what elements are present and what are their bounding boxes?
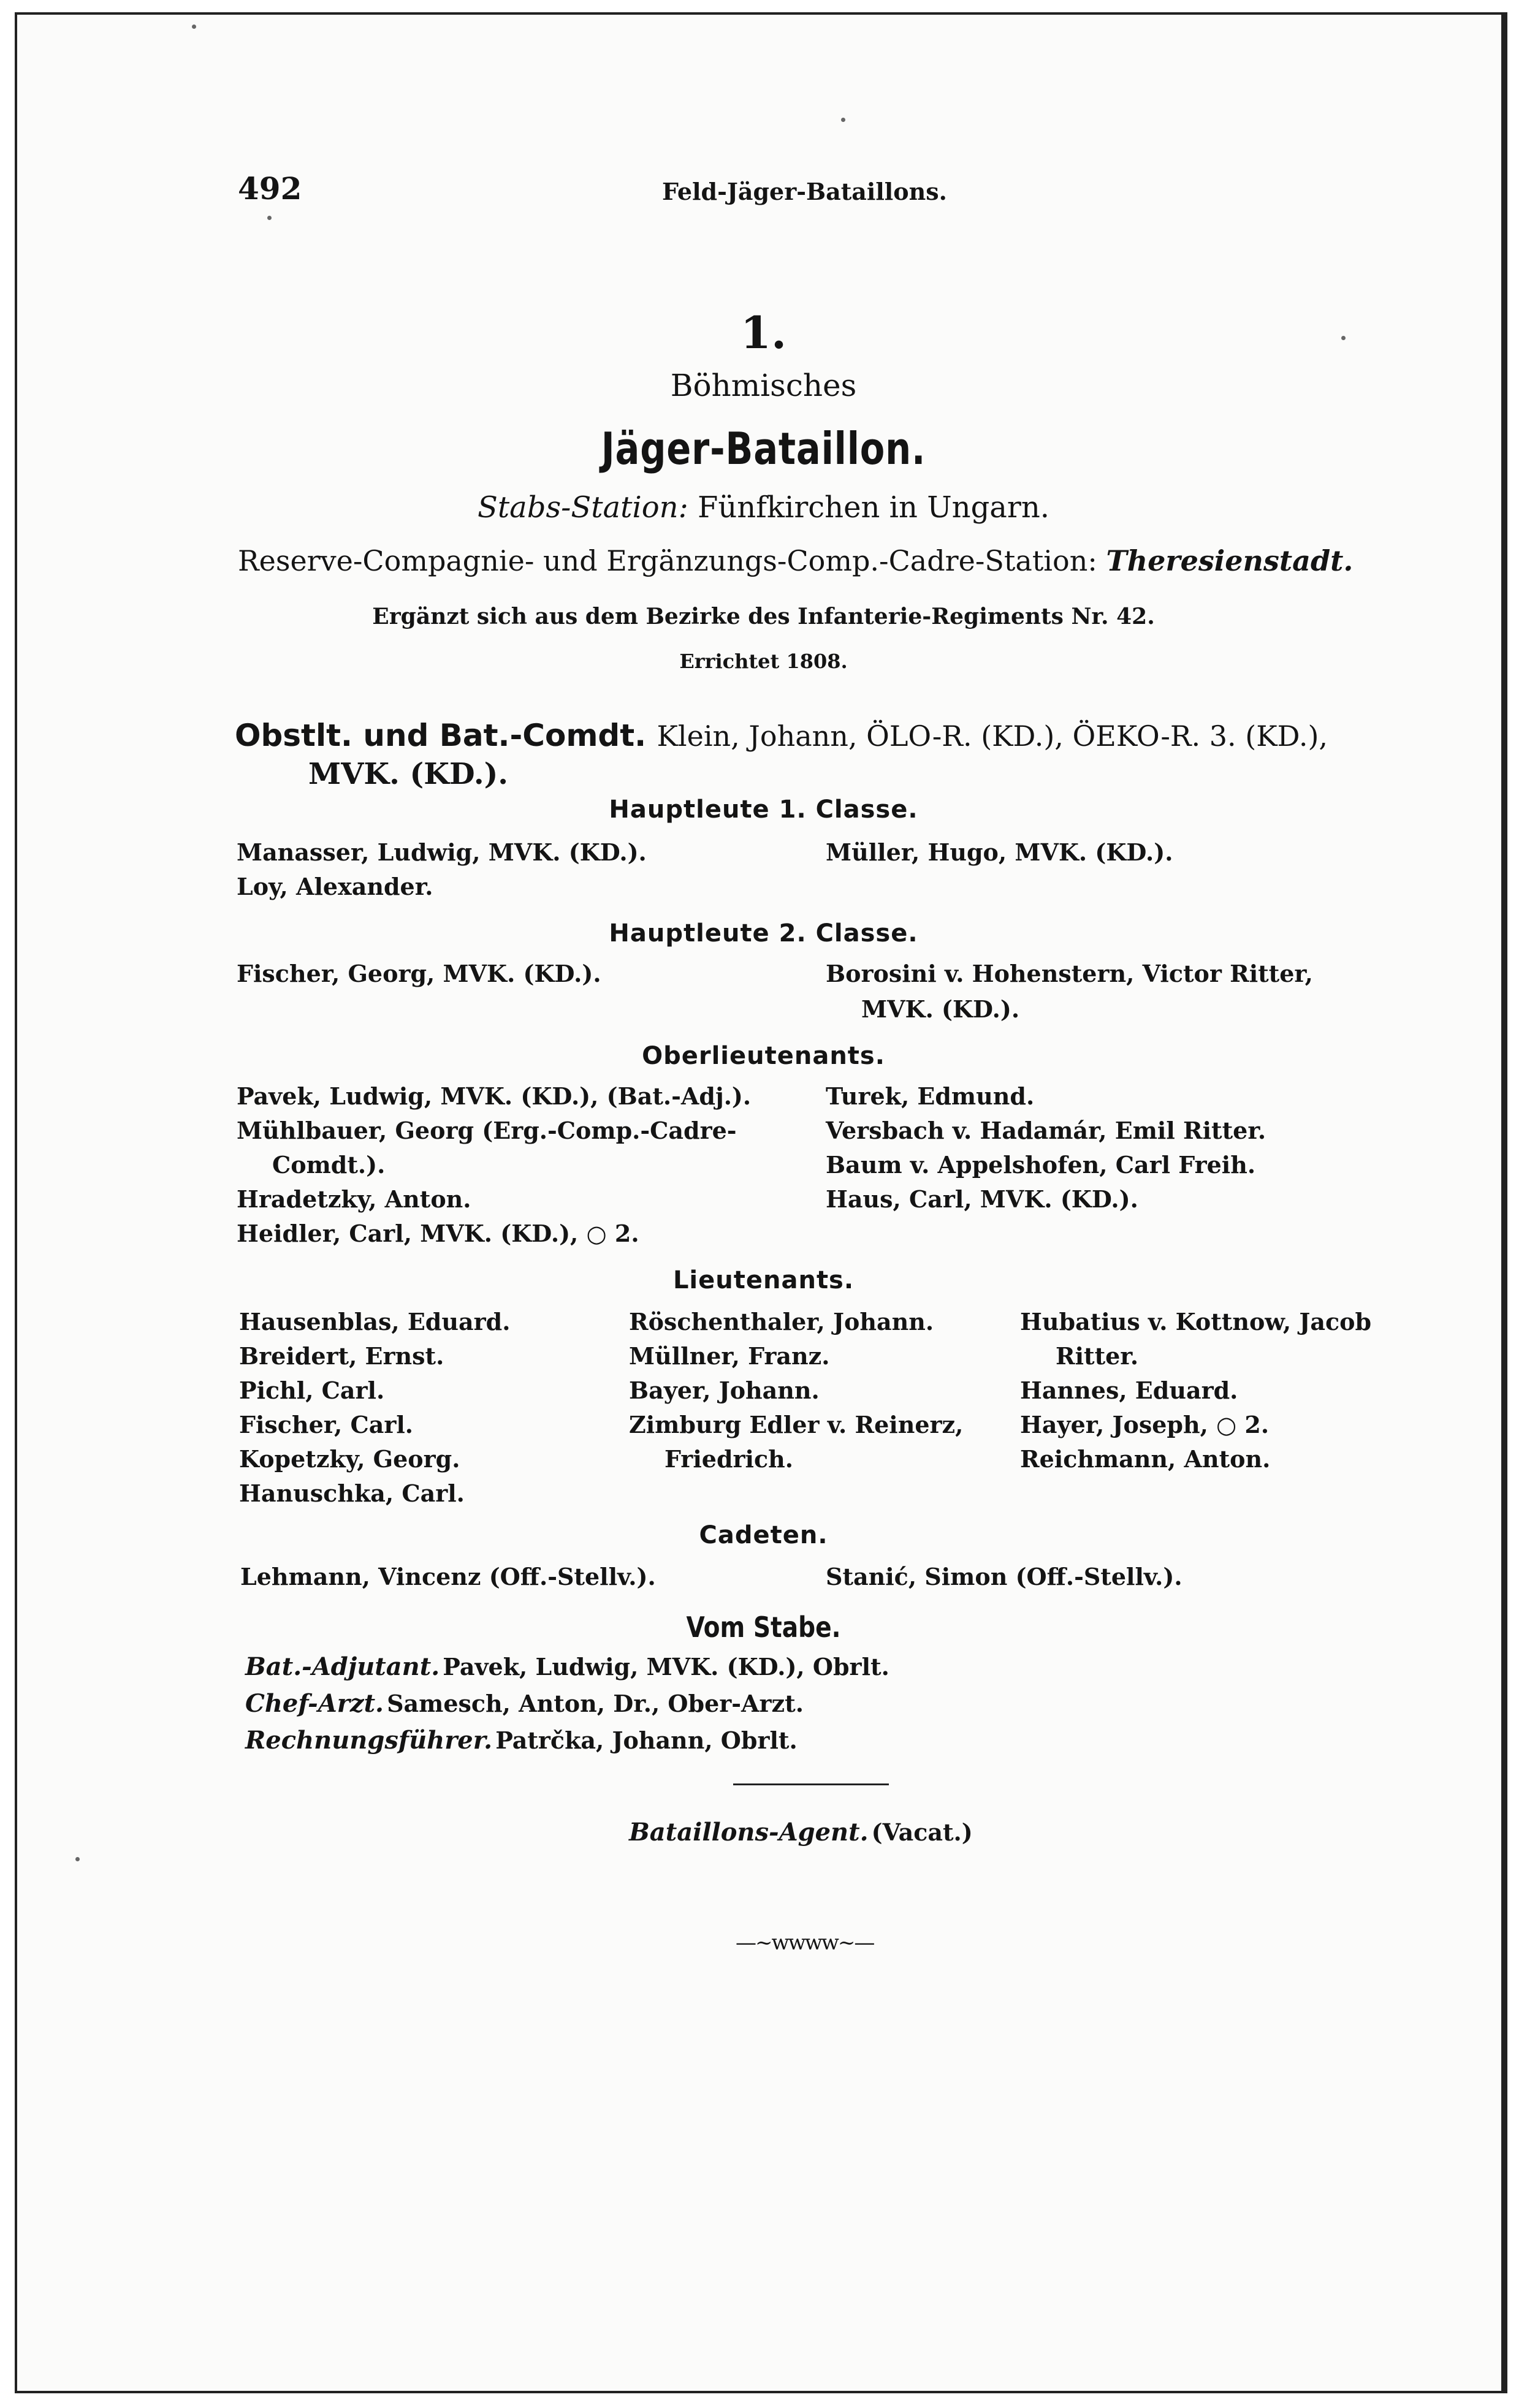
list-item: Pichl, Carl. — [239, 1377, 385, 1404]
staff-label: Rechnungsführer. — [245, 1726, 493, 1755]
list-item: Hausenblas, Eduard. — [239, 1308, 511, 1335]
agent-label: Bataillons-Agent. — [629, 1818, 869, 1847]
list-item: Baum v. Appelshofen, Carl Freih. — [826, 1151, 1256, 1179]
agent-value: (Vacat.) — [871, 1818, 973, 1846]
list-item: Fischer, Georg, MVK. (KD.). — [237, 960, 601, 987]
list-item: Bayer, Johann. — [629, 1377, 820, 1404]
list-item: Borosini v. Hohenstern, Victor Ritter, — [826, 960, 1313, 987]
speck — [192, 25, 196, 29]
list-item: Lehmann, Vincenz (Off.-Stellv.). — [240, 1563, 656, 1590]
bataillons-agent — [629, 1818, 973, 1847]
stabs-station — [0, 490, 1527, 525]
stabs-station-label: Stabs-Station: — [477, 490, 688, 525]
page-number: 492 — [238, 170, 302, 207]
list-item: Kopetzky, Georg. — [239, 1445, 460, 1473]
heading-lieutenants: Lieutenants. — [672, 1266, 855, 1294]
battalion-number: 1. — [740, 306, 787, 359]
reserve-station-label: Reserve-Compagnie- und Ergänzungs-Comp.-Cadre-Station: — [238, 544, 1097, 577]
staff-label: Chef-Arzt. — [245, 1689, 384, 1718]
list-item: Ritter. — [1056, 1342, 1139, 1370]
staff-value: Samesch, Anton, Dr., Ober-Arzt. — [387, 1690, 804, 1717]
list-item: Loy, Alexander. — [237, 873, 433, 900]
list-item: Heidler, Carl, MVK. (KD.), ○ 2. — [237, 1220, 639, 1247]
list-item: Manasser, Ludwig, MVK. (KD.). — [237, 838, 647, 866]
battalion-name: Jäger-Bataillon. — [601, 423, 926, 474]
commander-line2: MVK. (KD.). — [308, 757, 508, 791]
commander-title: Obstlt. und Bat.-Comdt. — [235, 718, 647, 753]
heading-vom-stabe: Vom Stabe. — [686, 1611, 841, 1644]
stabs-station-value: Fünfkirchen in Ungarn. — [698, 490, 1050, 525]
speck — [75, 1857, 80, 1861]
speck — [841, 118, 845, 122]
speck — [267, 216, 272, 220]
heading-cadeten: Cadeten. — [699, 1521, 828, 1549]
battalion-region: Böhmisches — [670, 368, 857, 403]
staff-value: Pavek, Ludwig, MVK. (KD.), Obrlt. — [443, 1653, 889, 1681]
running-title: Feld-Jäger-Bataillons. — [662, 178, 947, 205]
staff-entry-chef-arzt — [245, 1689, 804, 1718]
staff-value: Patrčka, Johann, Obrlt. — [495, 1726, 798, 1754]
list-item: Röschenthaler, Johann. — [629, 1308, 934, 1335]
list-item: Haus, Carl, MVK. (KD.). — [826, 1185, 1138, 1213]
list-item: Hayer, Joseph, ○ 2. — [1020, 1411, 1270, 1438]
list-item: Turek, Edmund. — [826, 1082, 1035, 1110]
reserve-station — [238, 544, 1353, 577]
ornament: —~wwww~— — [736, 1931, 874, 1955]
divider-rule — [733, 1783, 889, 1785]
heading-hauptleute-1: Hauptleute 1. Classe. — [609, 796, 918, 824]
list-item: Friedrich. — [664, 1445, 793, 1473]
errichtet-note: Errichtet 1808. — [679, 650, 848, 673]
list-item: MVK. (KD.). — [861, 995, 1020, 1023]
list-item: Hannes, Eduard. — [1020, 1377, 1238, 1404]
list-item: Fischer, Carl. — [239, 1411, 414, 1438]
list-item: Müllner, Franz. — [629, 1342, 830, 1370]
staff-entry-rechnungsfuehrer — [245, 1726, 798, 1755]
list-item: Comdt.). — [272, 1151, 386, 1179]
list-item: Mühlbauer, Georg (Erg.-Comp.-Cadre- — [237, 1117, 737, 1144]
list-item: Zimburg Edler v. Reinerz, — [629, 1411, 964, 1438]
reserve-station-value: Theresienstadt. — [1106, 544, 1354, 577]
heading-oberlieutenants: Oberlieutenants. — [642, 1042, 885, 1070]
list-item: Hubatius v. Kottnow, Jacob — [1020, 1308, 1372, 1335]
list-item: Versbach v. Hadamár, Emil Ritter. — [826, 1117, 1266, 1144]
list-item: Stanić, Simon (Off.-Stellv.). — [826, 1563, 1182, 1590]
list-item: Müller, Hugo, MVK. (KD.). — [826, 838, 1173, 866]
commander-line1 — [235, 717, 1328, 753]
heading-hauptleute-2: Hauptleute 2. Classe. — [609, 919, 918, 948]
commander-name: Klein, Johann, ÖLO-R. (KD.), ÖEKO-R. 3. (KD.), — [657, 720, 1328, 753]
list-item: Pavek, Ludwig, MVK. (KD.), (Bat.-Adj.). — [237, 1082, 752, 1110]
list-item: Reichmann, Anton. — [1020, 1445, 1271, 1473]
staff-entry-adjutant — [245, 1652, 889, 1681]
list-item: Hanuschka, Carl. — [239, 1479, 465, 1507]
list-item: Breidert, Ernst. — [239, 1342, 444, 1370]
list-item: Hradetzky, Anton. — [237, 1185, 471, 1213]
staff-label: Bat.-Adjutant. — [245, 1652, 440, 1681]
erganzt-note: Ergänzt sich aus dem Bezirke des Infanterie-Regiments Nr. 42. — [372, 604, 1155, 629]
